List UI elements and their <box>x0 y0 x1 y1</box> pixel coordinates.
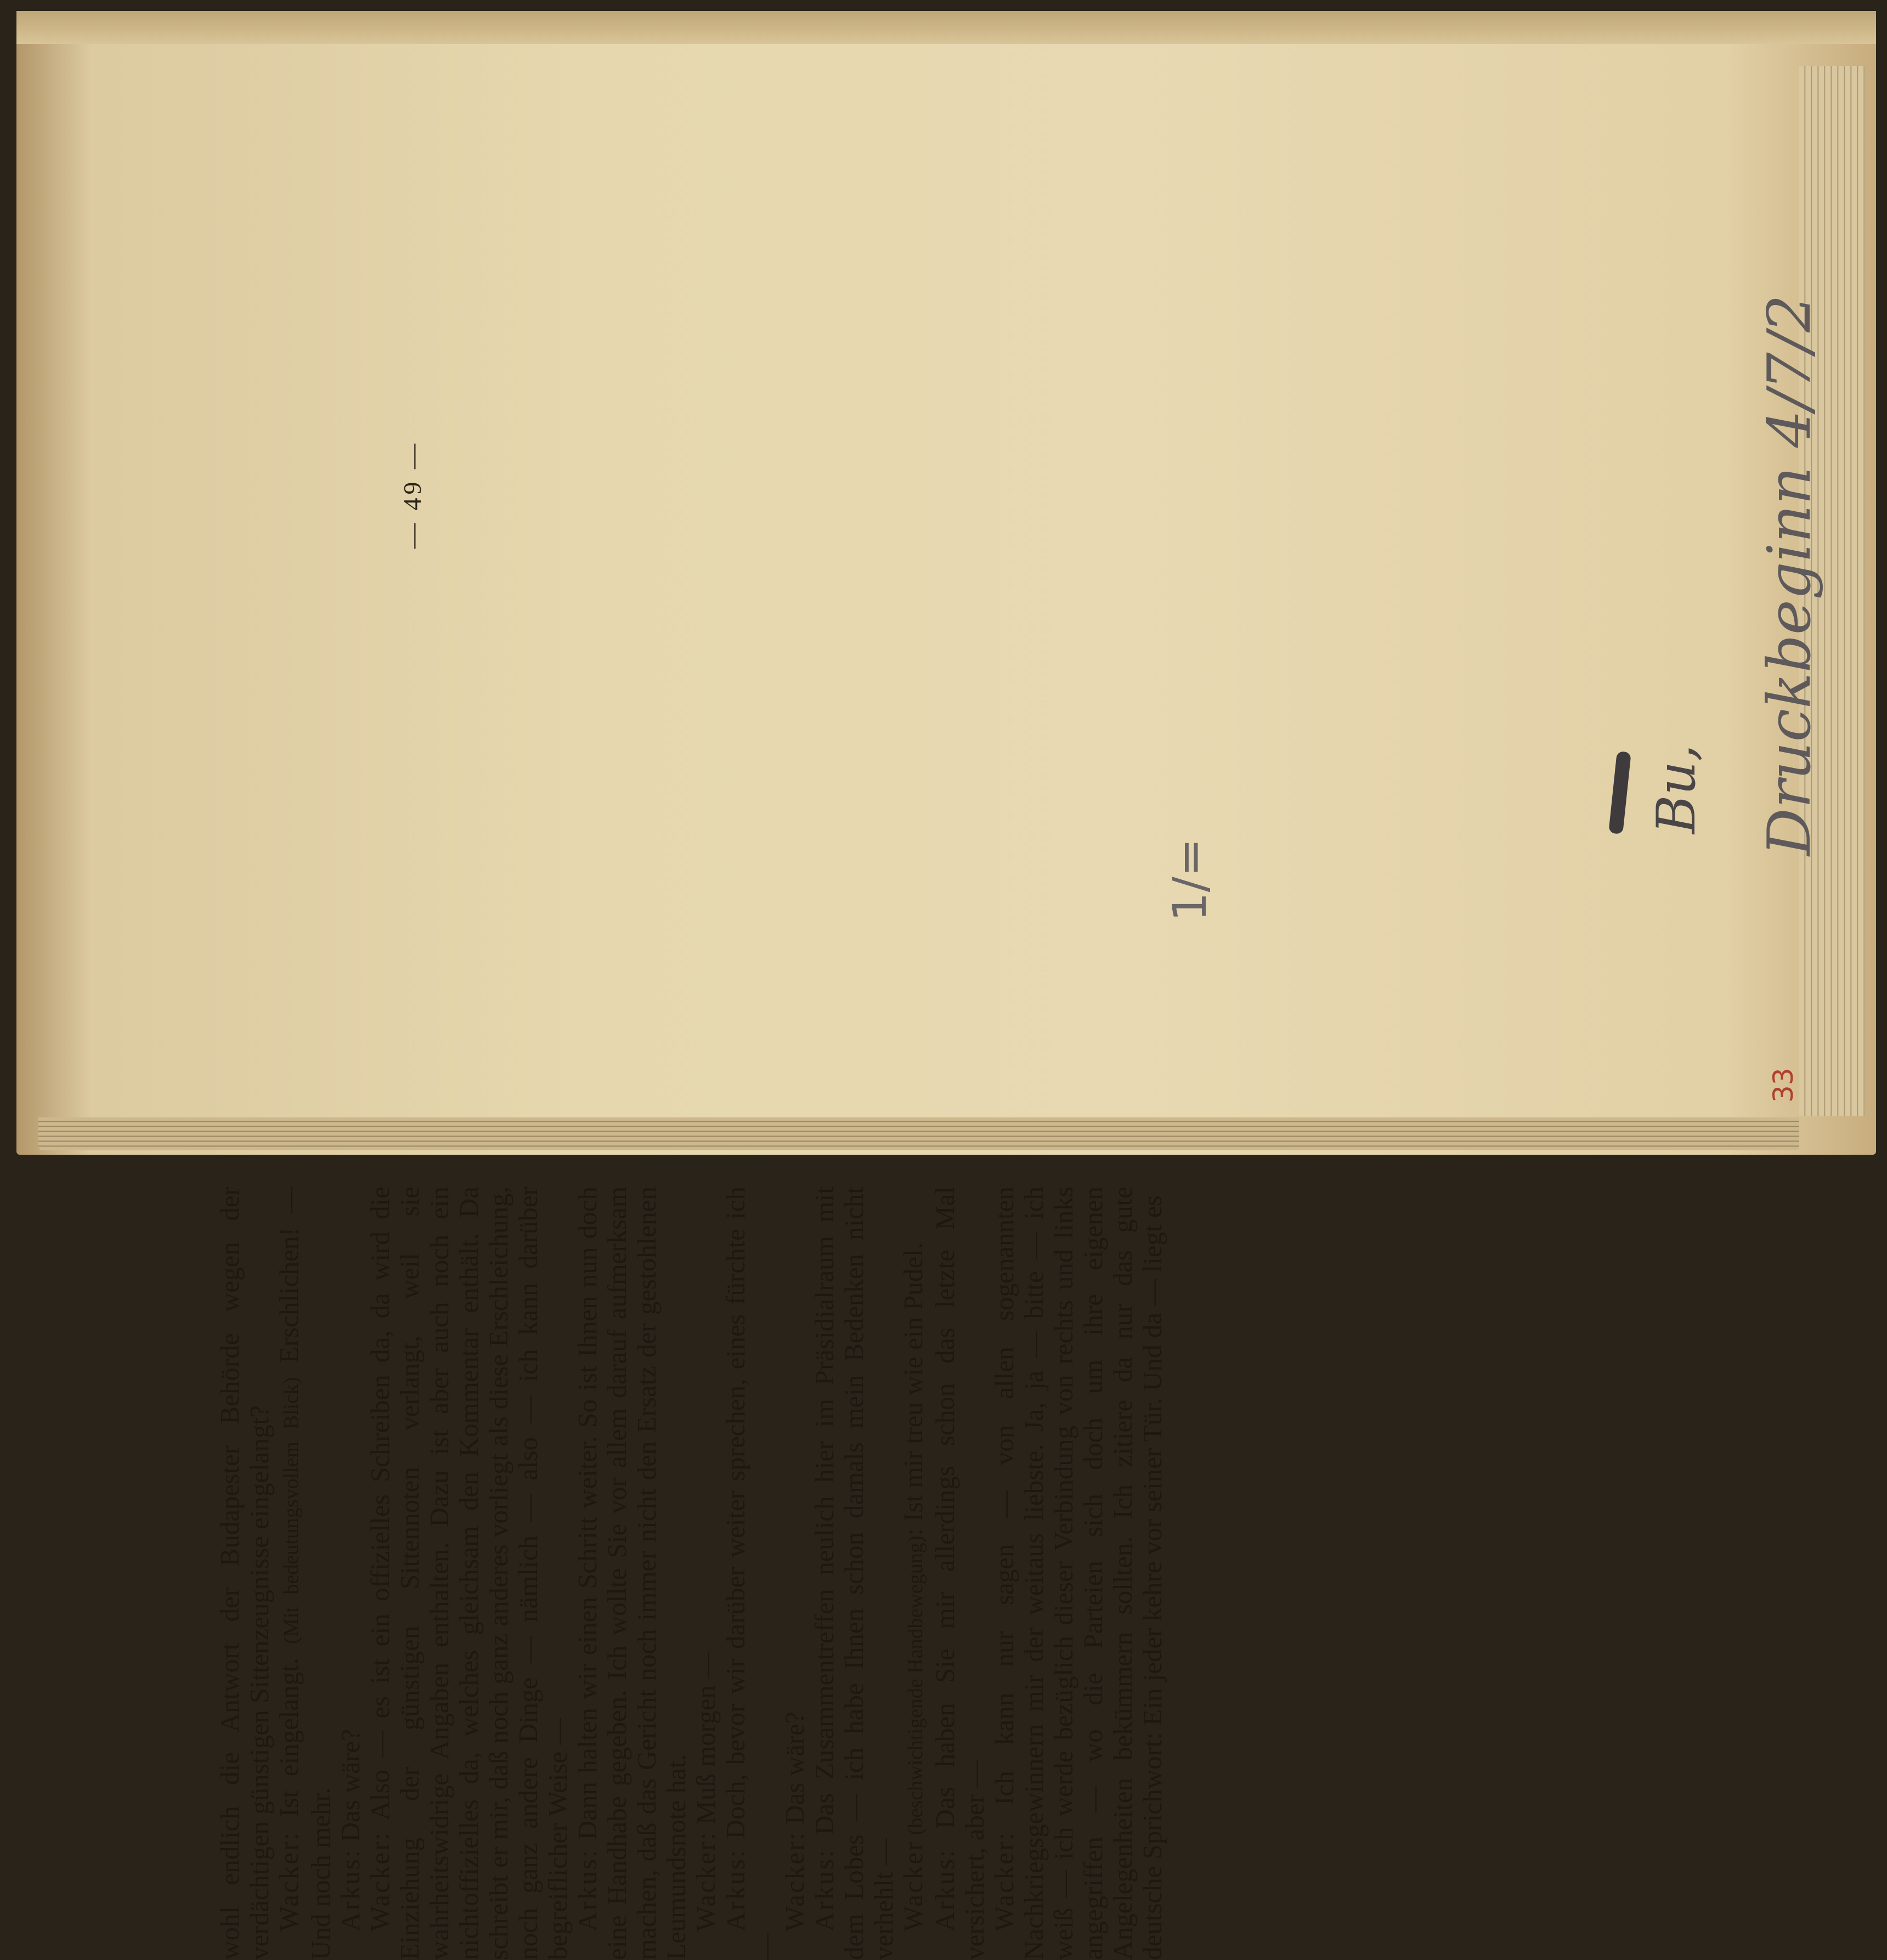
paragraph <box>365 1187 573 1960</box>
speaker: Wacker: <box>274 1831 304 1931</box>
page-number: — 49 — <box>398 440 426 549</box>
paragraph <box>810 1187 899 1960</box>
text-line: Dann halten wir einen Schritt weiter. So ist Ihnen nun doch eine Handhabe gegeben. Ich wollte Sie vor allem darauf aufmerksam machen, daß das Gericht noch immer nicht den Ersatz der gestohlenen Leumundsnote hat. <box>572 1187 691 1960</box>
speaker: Arkus: <box>809 1848 839 1931</box>
speaker: Arkus: <box>572 1848 602 1931</box>
text-line: Also — es ist ein offizielles Schreiben da, da wird die Einziehung der günstigen Sittennoten verlangt, weil sie wahrheitswidrige Angaben enthalten. Dazu ist aber auch noch ein nichtoffizielles da, welches gleichsam den Kommentar enthält. Da schreibt er mir, daß noch ganz anderes vorliegt als diese Erschleichung, noch ganz andere Dinge — nämlich — also — ich kann darüber begreiflicher Weise — <box>365 1187 573 1960</box>
paragraph <box>274 1187 336 1960</box>
page-text <box>215 1187 1167 1960</box>
speaker: Wacker: <box>989 1831 1019 1931</box>
handwritten-note: Druckbeginn 4/7/2 <box>1755 295 1824 856</box>
text-line: : Ist mir treu wie ein Pudel. <box>898 1242 928 1536</box>
stage-direction: (Mit bedeutungsvollem Blick) <box>280 1377 303 1644</box>
paragraph <box>215 1187 274 1960</box>
text-line: Erschlichen! — Und noch mehr. <box>274 1186 336 1960</box>
speaker: Wacker <box>898 1840 928 1931</box>
text-line: wohl endlich die Antwort der Budapester Behörde wegen der verdächtigen günstigen Sittenzeugnisse eingelangt? <box>214 1187 274 1960</box>
handwritten-slash-mark: 1/= <box>1163 838 1217 922</box>
text-line: Ist eingelangt. <box>274 1643 304 1831</box>
text-line: Ich kann nur sagen — von allen sogenannten Nachkriegsgewinnern mir der weitaus liebste. Ja, ja — bitte — ich weiß — ich werde bezüglich dieser Verbindung von rechts und links angegriffen — wo die Parteien sich doch um ihre eigenen Angelegenheiten bekümmern sollten. Ich zitiere da nur das gute deutsche Sprichwort: Ein jeder kehre vor seiner Tür. Und da — liegt es <box>989 1187 1167 1960</box>
paragraph <box>930 1187 990 1960</box>
speaker: Arkus: <box>720 1848 750 1931</box>
book-spread <box>16 11 1876 1155</box>
text-line: Das wäre? <box>779 1712 810 1831</box>
paragraph <box>691 1187 721 1960</box>
text-line: Das wäre? <box>335 1729 365 1849</box>
stage-direction: (beschwichtigende Handbewegung) <box>904 1535 927 1840</box>
speaker: Wacker: <box>691 1831 721 1931</box>
bottom-page-edges <box>38 1117 1799 1150</box>
handwritten-initials: Bu, <box>1646 744 1707 834</box>
paragraph <box>780 1187 810 1960</box>
paragraph <box>990 1187 1167 1960</box>
text-line: Das haben Sie mir allerdings schon das letzte Mal versichert, aber — <box>930 1187 990 1960</box>
text-line: Doch, bevor wir darüber weiter sprechen, eines fürchte ich — <box>720 1187 780 1960</box>
speaker: Wacker: <box>779 1831 810 1931</box>
paragraph <box>899 1187 930 1960</box>
archive-folio-number: 33 <box>1767 1067 1799 1103</box>
speaker: Arkus: <box>930 1848 960 1931</box>
text-line: Das Zusammentreffen neulich hier im Präsidialraum mit dem Lobes — ich habe Ihnen schon damals mein Bedenken nicht verhehlt — <box>809 1187 899 1960</box>
paragraph <box>336 1187 365 1960</box>
top-page-edge <box>16 11 1876 44</box>
paragraph <box>573 1187 691 1960</box>
speaker: Wacker: <box>365 1831 395 1931</box>
paragraph <box>721 1187 780 1960</box>
text-line: Muß morgen — <box>691 1651 721 1831</box>
speaker: Arkus: <box>335 1848 365 1931</box>
